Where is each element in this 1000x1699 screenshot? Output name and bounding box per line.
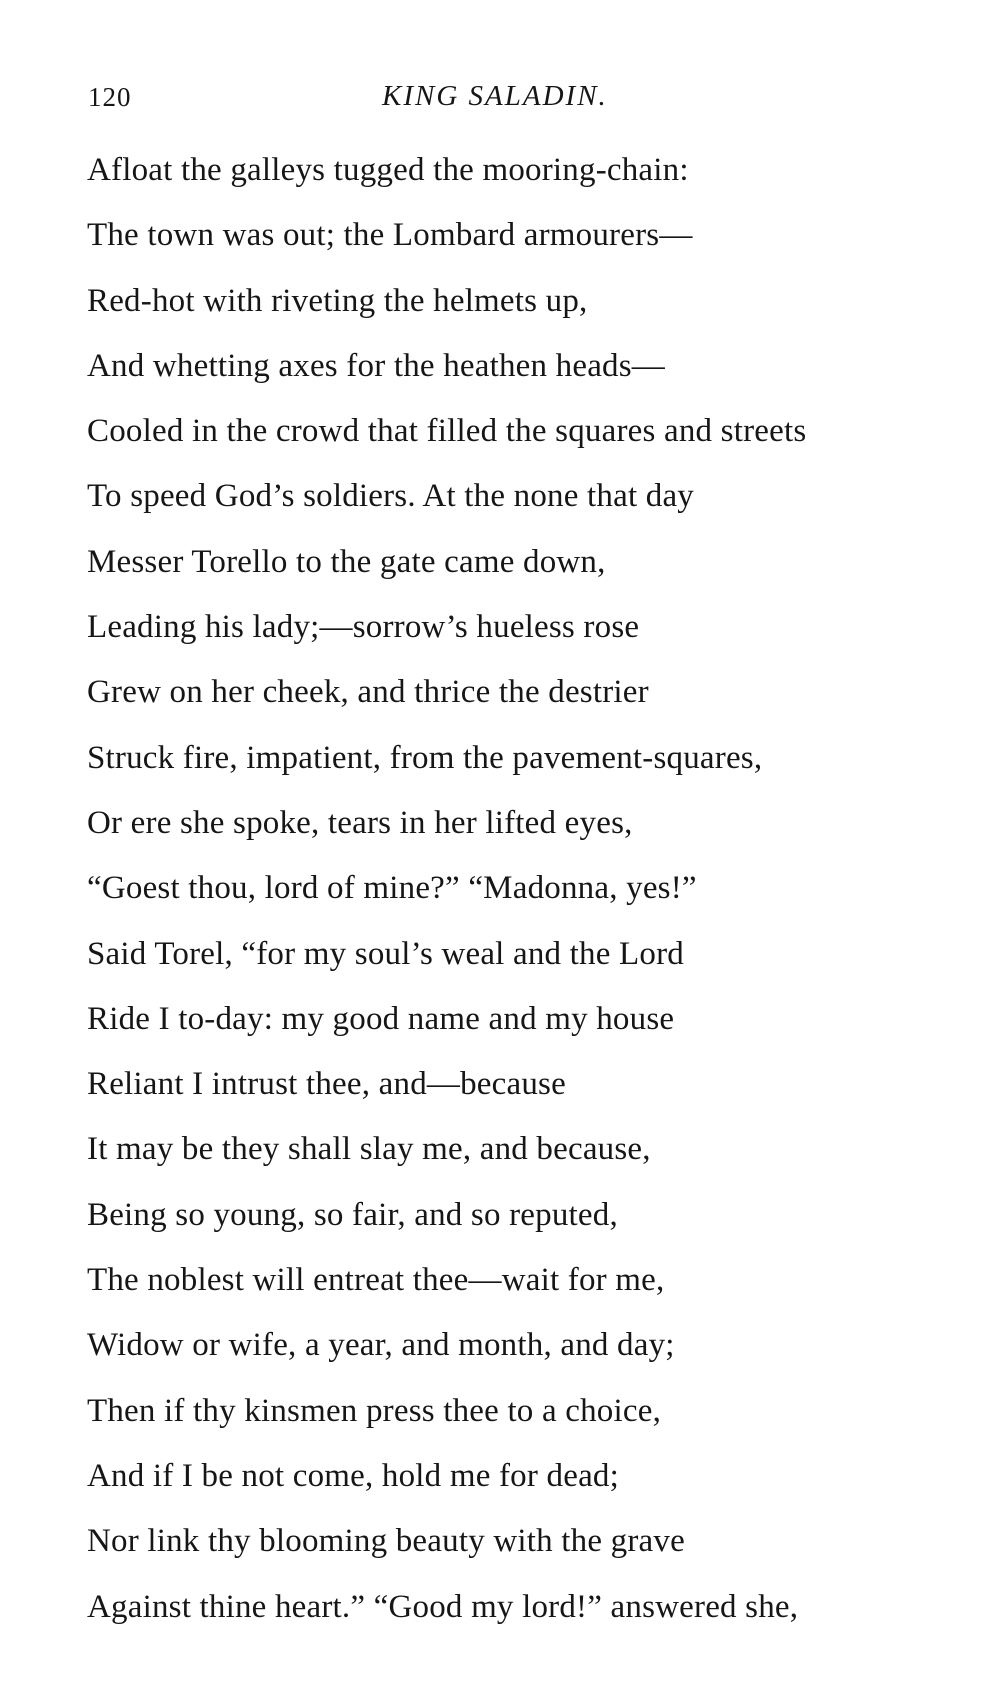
poem-line: And if I be not come, hold me for dead; (87, 1457, 619, 1494)
poem-line: Ride I to-day: my good name and my house (87, 1000, 675, 1037)
poem-line: Grew on her cheek, and thrice the destrier (87, 674, 649, 711)
poem-line: Or ere she spoke, tears in her lifted eyes, (87, 804, 633, 841)
poem-line: Red-hot with riveting the helmets up, (87, 282, 588, 319)
poem-line: The town was out; the Lombard armourers— (87, 217, 693, 254)
page-number: 120 (88, 82, 132, 112)
running-head (0, 80, 1000, 120)
poem-line: Afloat the galleys tugged the mooring-chain: (87, 152, 689, 188)
poem-text (87, 150, 987, 1652)
poem-line: Cooled in the crowd that filled the squares and streets (87, 413, 807, 450)
poem-line: The noblest will entreat thee—wait for me, (87, 1262, 665, 1299)
poem-line: It may be they shall slay me, and because, (87, 1131, 651, 1168)
poem-line: Against thine heart.” “Good my lord!” answered she, (87, 1588, 799, 1625)
poem-line: Messer Torello to the gate came down, (87, 543, 606, 580)
poem-line: Leading his lady;—sorrow’s hueless rose (87, 609, 640, 646)
poem-line: To speed God’s soldiers. At the none that day (87, 478, 695, 515)
poem-line: Nor link thy blooming beauty with the grave (87, 1523, 685, 1560)
poem-line: And whetting axes for the heathen heads— (87, 347, 665, 384)
poem-line: Reliant I intrust thee, and—because (87, 1066, 566, 1103)
poem-line: Then if thy kinsmen press thee to a choice, (87, 1392, 662, 1429)
poem-line: “Goest thou, lord of mine?” “Madonna, yes!” (87, 870, 697, 907)
poem-line: Said Torel, “for my soul’s weal and the Lord (87, 935, 684, 972)
poem-line: Struck fire, impatient, from the pavement-squares, (87, 739, 763, 776)
poem-line: Widow or wife, a year, and month, and day; (87, 1327, 675, 1364)
poem-line: Being so young, so fair, and so reputed, (87, 1196, 618, 1233)
running-title: KING SALADIN. (382, 80, 608, 112)
